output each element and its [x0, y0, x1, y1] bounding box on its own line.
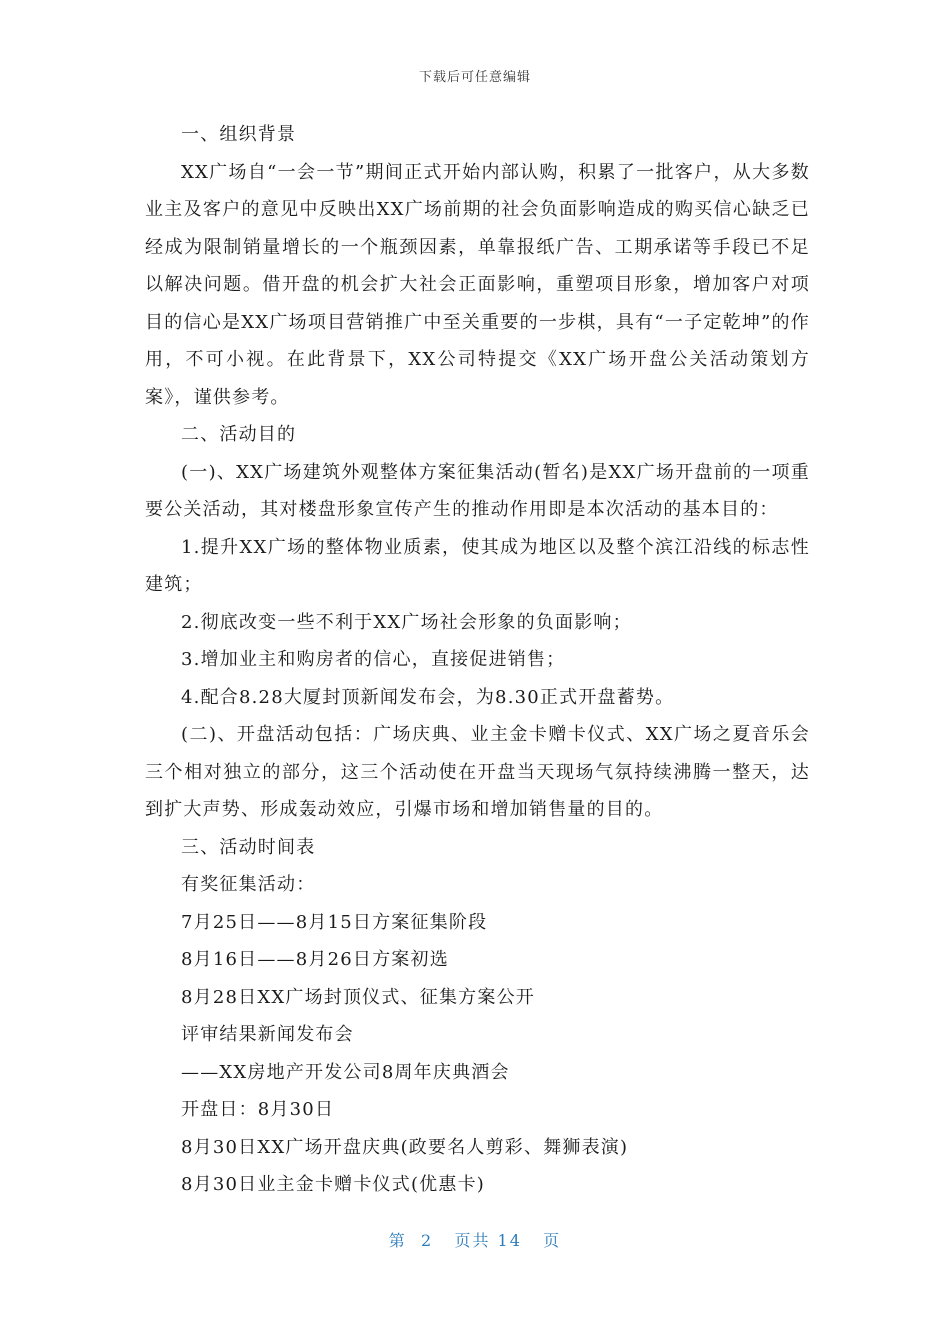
page-label-suffix: 页 — [543, 1231, 562, 1250]
schedule-line: 7月25日——8月15日方案征集阶段 — [181, 911, 488, 933]
page-label-mid: 页共 — [454, 1231, 491, 1250]
page-label-prefix: 第 — [388, 1231, 407, 1250]
schedule-line: 8月28日XX广场封顶仪式、征集方案公开 — [181, 986, 535, 1008]
schedule-line: ——XX房地产开发公司8周年庆典酒会 — [181, 1061, 510, 1083]
list-item: 3.增加业主和购房者的信心，直接促进销售； — [181, 649, 566, 670]
schedule-line: 8月30日业主金卡赠卡仪式(优惠卡) — [181, 1174, 485, 1195]
list-item: 1.提升XX广场的整体物业质素，使其成为地区以及整个滨江沿线的标志性建筑； — [145, 536, 810, 595]
page-footer — [0, 1228, 950, 1251]
page-number: 2 — [420, 1231, 434, 1250]
document-body — [145, 116, 810, 1204]
body-paragraph: (二)、开盘活动包括：广场庆典、业主金卡赠卡仪式、XX广场之夏音乐会三个相对独立的部分，这三个活动使在开盘当天现场气氛持续沸腾一整天，达到扩大声势、形成轰动效应，引爆市场和增加销售量的目的。 — [145, 724, 810, 820]
total-pages: 14 — [497, 1231, 522, 1250]
schedule-line: 有奖征集活动： — [181, 874, 316, 895]
header-note: 下载后可任意编辑 — [418, 70, 531, 85]
section-heading: 二、活动目的 — [181, 424, 297, 445]
list-item: 2.彻底改变一些不利于XX广场社会形象的负面影响； — [181, 611, 632, 633]
schedule-line: 8月16日——8月26日方案初选 — [181, 949, 449, 970]
schedule-line: 开盘日：8月30日 — [181, 1099, 335, 1120]
schedule-line: 8月30日XX广场开盘庆典(政要名人剪彩、舞狮表演) — [181, 1136, 629, 1158]
schedule-line: 评审结果新闻发布会 — [181, 1024, 354, 1045]
body-paragraph: XX广场自“一会一节”期间正式开始内部认购，积累了一批客户，从大多数业主及客户的意见中反映出XX广场前期的社会负面影响造成的购买信心缺乏已经成为限制销量增长的一个瓶颈因素，单靠报纸广告、工期承诺等手段已不足以解决问题。借开盘的机会扩大社会正面影响，重塑项目形象，增加客户对项目的信心是XX广场项目营销推广中至关重要的一步棋，具有“一子定乾坤”的作用，不可小视。在此背景下，XX公司特提交《XX广场开盘公关活动策划方案》，谨供参考。 — [145, 161, 810, 408]
section-heading: 一、组织背景 — [181, 124, 297, 145]
section-heading: 三、活动时间表 — [181, 836, 316, 858]
body-paragraph: (一)、XX广场建筑外观整体方案征集活动(暂名)是XX广场开盘前的一项重要公关活动，其对楼盘形象宣传产生的推动作用即是本次活动的基本目的： — [145, 461, 810, 520]
list-item: 4.配合8.28大厦封顶新闻发布会，为8.30正式开盘蓄势。 — [181, 686, 675, 708]
